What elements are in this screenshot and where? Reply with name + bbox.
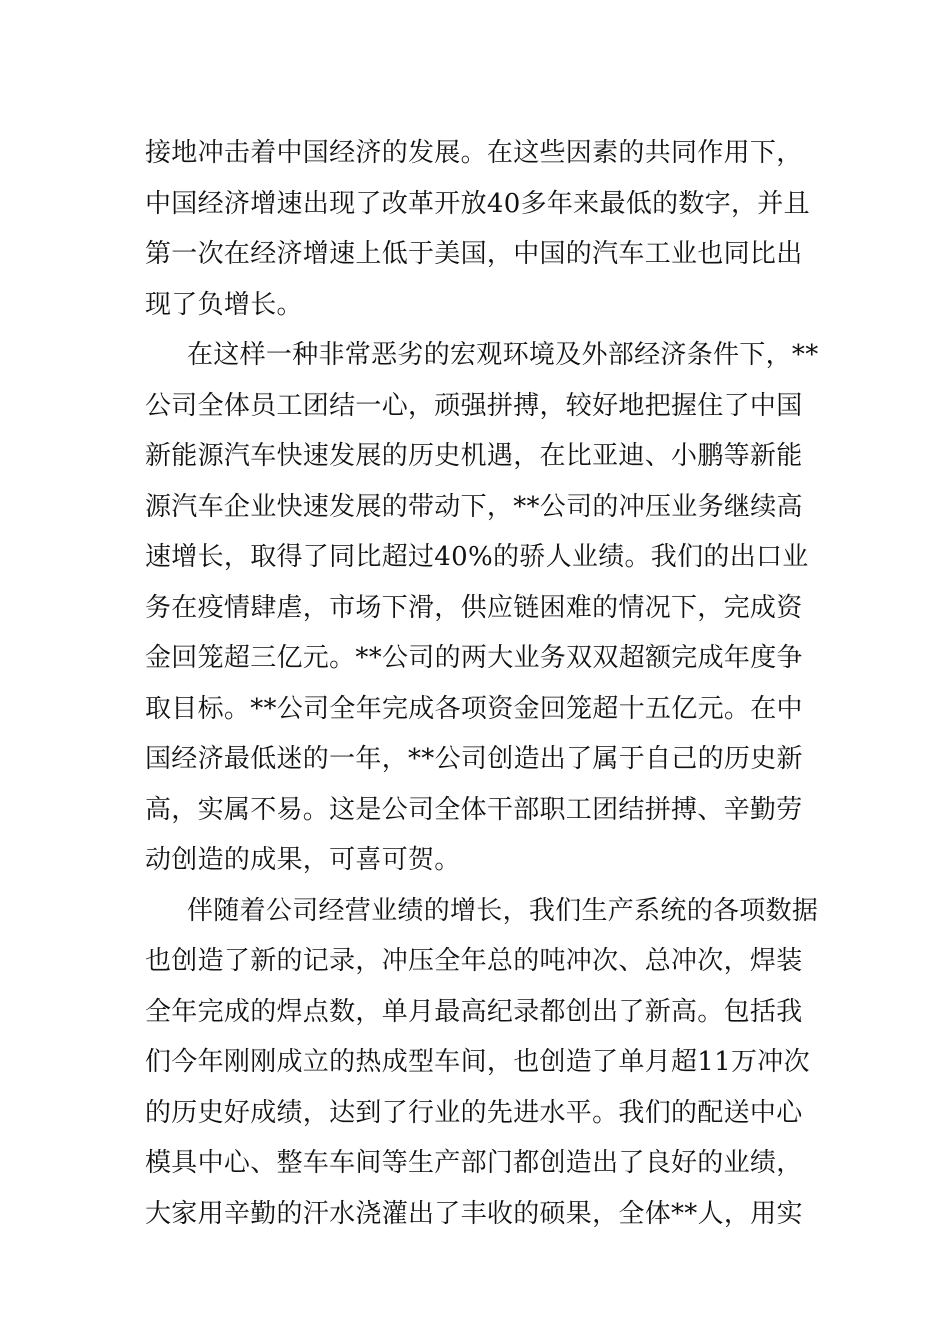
text-line: 伴随着公司经营业绩的增长，我们生产系统的各项数据	[187, 895, 819, 926]
text-line: 动创造的成果，可喜可贺。	[145, 845, 461, 875]
text-line: 接地冲击着中国经济的发展。在这些因素的共同作用下，	[145, 138, 803, 168]
text-line: 模具中心、整车车间等生产部门都创造出了良好的业绩，	[145, 1148, 803, 1178]
text-line: 公司全体员工团结一心，顽强拼搏，较好地把握住了中国	[145, 390, 803, 421]
text-line: 新能源汽车快速发展的历史机遇，在比亚迪、小鹏等新能	[145, 441, 803, 471]
text-line: 国经济最低迷的一年，**公司创造出了属于自己的历史新	[145, 744, 803, 774]
text-line: 们今年刚刚成立的热成型车间，也创造了单月超11万冲次	[145, 1047, 810, 1077]
text-line: 在这样一种非常恶劣的宏观环境及外部经济条件下，**	[187, 340, 819, 370]
text-line: 高，实属不易。这是公司全体干部职工团结拼搏、辛勤劳	[145, 794, 803, 825]
text-line: 务在疫情肆虐，市场下滑，供应链困难的情况下，完成资	[145, 592, 803, 623]
text-line: 中国经济增速出现了改革开放40多年来最低的数字，并且	[145, 188, 810, 219]
text-line: 全年完成的焊点数，单月最高纪录都创出了新高。包括我	[145, 996, 803, 1027]
text-line: 源汽车企业快速发展的带动下，**公司的冲压业务继续高	[145, 491, 803, 522]
text-line: 现了负增长。	[145, 289, 303, 320]
paragraph-1	[145, 128, 810, 330]
text-line: 的历史好成绩，达到了行业的先进水平。我们的配送中心	[145, 1097, 803, 1128]
text-line: 第一次在经济增速上低于美国，中国的汽车工业也同比出	[145, 239, 803, 269]
body-text	[145, 128, 819, 1239]
text-line: 速增长，取得了同比超过40%的骄人业绩。我们的出口业	[145, 542, 809, 572]
paragraph-3	[145, 886, 819, 1240]
paragraph-2	[145, 330, 819, 886]
text-line: 大家用辛勤的汗水浇灌出了丰收的硕果，全体**人，用实	[145, 1198, 803, 1229]
text-line: 金回笼超三亿元。**公司的两大业务双双超额完成年度争	[145, 643, 803, 673]
text-line: 也创造了新的记录，冲压全年总的吨冲次、总冲次，焊装	[145, 946, 803, 976]
text-line: 取目标。**公司全年完成各项资金回笼超十五亿元。在中	[145, 693, 803, 724]
